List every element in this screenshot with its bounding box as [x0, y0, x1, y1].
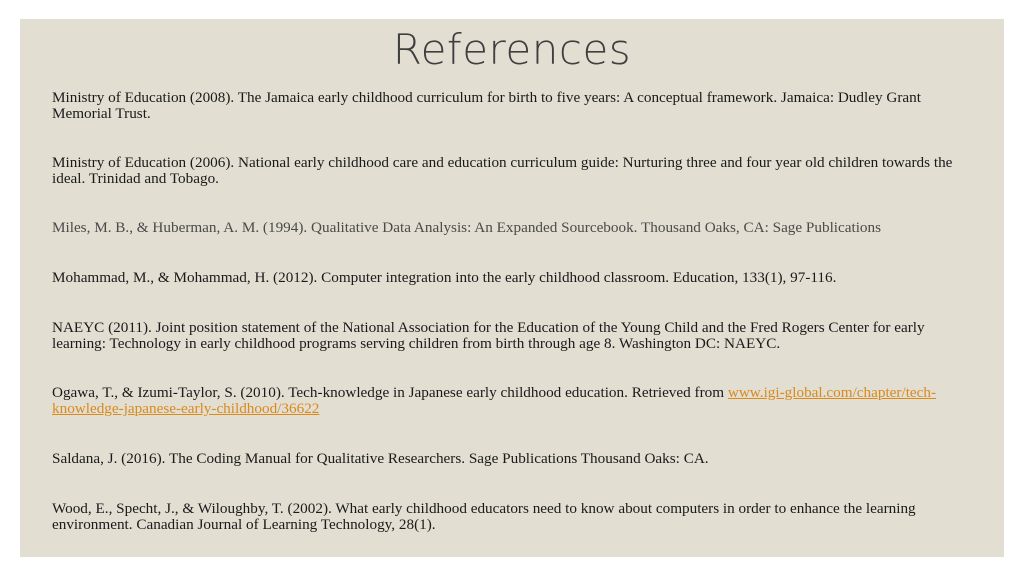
reference-item: Miles, M. B., & Huberman, A. M. (1994). Qualitative Data Analysis: An Expanded Sourcebook. Thousand Oaks, CA: Sage Publications — [52, 219, 882, 236]
reference-text: Ogawa, T., & Izumi-Taylor, S. (2010). Tech-knowledge in Japanese early childhood education. Retrieved from — [52, 384, 728, 401]
reference-item: NAEYC (2011). Joint position statement of the National Association for the Education of the Young Child and the Fred Rogers Center for early learning: Technology in early childhood programs serving children from birth through age 8. Washington DC: NAEYC. — [52, 319, 925, 352]
reference-link[interactable]: www.igi-global.com/chapter/tech-knowledge-japanese-early-childhood/36622 — [52, 384, 937, 417]
reference-item: Ministry of Education (2008). The Jamaica early childhood curriculum for birth to five years: A conceptual framework. Jamaica: Dudley Grant Memorial Trust. — [52, 89, 921, 122]
reference-item — [52, 385, 982, 417]
reference-item: Saldana, J. (2016). The Coding Manual for Qualitative Researchers. Sage Publications Thousand Oaks: CA. — [52, 450, 709, 467]
reference-item: Ministry of Education (2006). National early childhood care and education curriculum guide: Nurturing three and four year old children towards the ideal. Trinidad and Tobago. — [52, 154, 953, 187]
slide-title: References — [392, 25, 632, 74]
slide — [20, 19, 1004, 557]
reference-item: Mohammad, M., & Mohammad, H. (2012). Computer integration into the early childhood classroom. Education, 133(1), 97-116. — [52, 269, 837, 286]
reference-item: Wood, E., Specht, J., & Wiloughby, T. (2002). What early childhood educators need to know about computers in order to enhance the learning environment. Canadian Journal of Learning Technology, 28(1). — [52, 500, 916, 533]
